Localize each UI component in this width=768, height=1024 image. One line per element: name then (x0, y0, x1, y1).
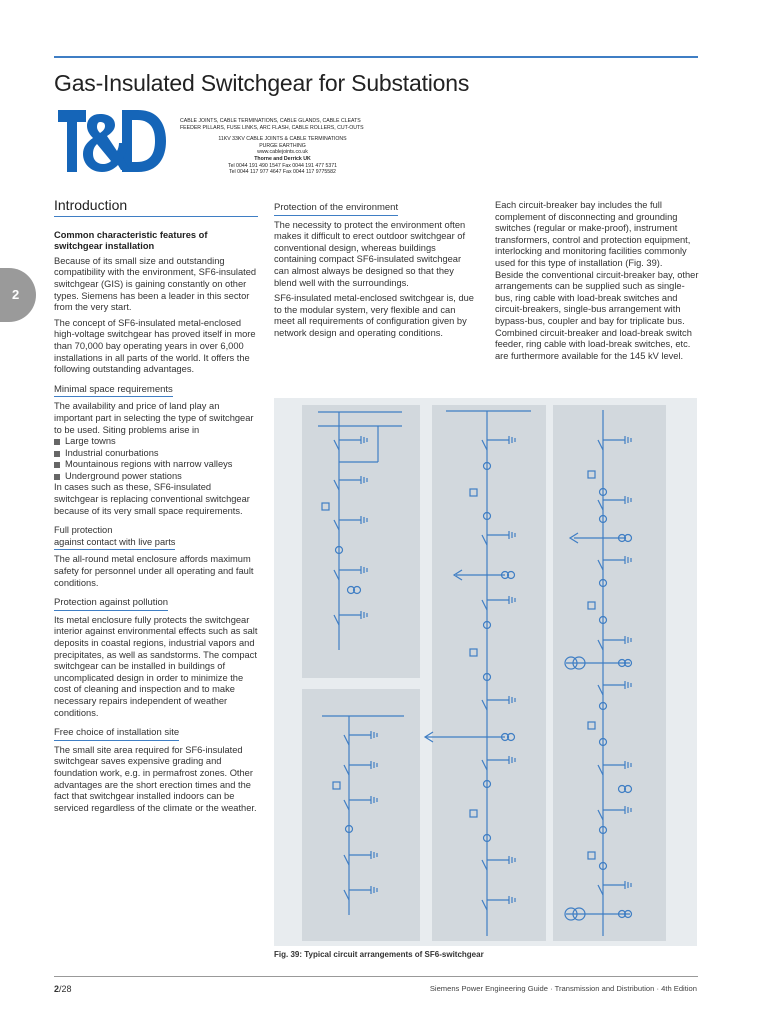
bay-paragraph-2: Beside the conventional circuit-breaker bay, other arrangements can be supplied such as single-bus, ring cable with load-break switches and circuit-breakers, single-bus arrangement with bypass-bus, coupler and bay for triplicate bus. Combined circuit-breaker and load-break switch feeder, ring cable with load-break switches, etc. are furthermore available for the 145 kV level. (495, 269, 699, 361)
site-paragraph: The small site area required for SF6-insulated switchgear saves expensive grading and foundation work, e.g. in permafrost zones. Other advantages are the short erection times and the fact that switchgear installed indoors can be serviced regardless of the climate or the weather. (54, 744, 257, 813)
environment-paragraph-1: The necessity to protect the environment often makes it difficult to erect outdoor switchgear of conventional design, whereas buildings containing compact SF6-insulated switchgear can almost always be designed so that they blend well with the surroundings. (274, 219, 466, 288)
protection-heading-line-2: against contact with live parts (54, 536, 176, 547)
page-title: Gas-Insulated Switchgear for Substations (54, 70, 470, 96)
switch-symbol (344, 800, 349, 810)
ad-line-2: FEEDER PILLARS, FUSE LINKS, ARC FLASH, CABLE ROLLERS, CUT-OUTS (180, 124, 364, 131)
bay-paragraph-1: Each circuit-breaker bay includes the full complement of disconnecting and grounding switches (regular or make-proof), instrument transformers, control and protection equipment, interlocking and monitoring facilities commonly used for this type of installation (Fig. 39). (495, 200, 691, 268)
ad-line-6: Thorne and Derrick UK (254, 155, 311, 162)
switch-symbol (598, 765, 603, 775)
section-heading-pollution: Protection against pollution (54, 597, 168, 611)
switch-symbol (482, 440, 487, 450)
switch-symbol (598, 500, 603, 510)
ad-line-1: CABLE JOINTS, CABLE TERMINATIONS, CABLE GLANDS, CABLE CLEATS (180, 118, 361, 124)
switch-symbol (344, 765, 349, 775)
switch-symbol (334, 615, 339, 625)
section-heading-space: Minimal space requirements (54, 384, 173, 398)
list-item: Mountainous regions with narrow valleys (54, 459, 258, 471)
pollution-paragraph: Its metal enclosure fully protects the switchgear interior against environmental effects such as salt deposits in coastal regions, industrial vapors and precipitates, as well as sandstorms. The compact switchgear can be installed in buildings of uncomplicated design in order to minimize the cost of cleaning and inspection and to make necessary repairs independent of weather conditions. (54, 614, 258, 718)
ad-line-5[interactable]: www.cablejoints.co.uk (257, 149, 308, 156)
environment-paragraph-2: SF6-insulated metal-enclosed switchgear is, due to the modular system, very flexible and can meet all requirements of configuration given by network design and operating conditions. (274, 293, 474, 338)
switch-symbol (334, 570, 339, 580)
switch-symbol (482, 600, 487, 610)
switch-symbol (598, 885, 603, 895)
switch-symbol (482, 700, 487, 710)
switch-symbol (598, 810, 603, 820)
switch-symbol (334, 520, 339, 530)
ring-cable-diagram (322, 716, 404, 915)
ad-line-7: Tel 0044 191 490 1547 Fax 0044 191 477 5371 (227, 162, 338, 169)
bypass-bus-diagram (426, 411, 531, 936)
ad-line-8: Tel 0044 117 977 4647 Fax 0044 117 9775582 (229, 169, 336, 176)
intro-paragraph-2: The concept of SF6-insulated metal-enclosed high-voltage switchgear has proved itself in more than 70,000 bay operating years in over 6,000 installations in all parts of the world. It offers the following outstanding advantages. (54, 317, 256, 375)
ad-line-3: 11KV 33KV CABLE JOINTS & CABLE TERMINATIONS (218, 136, 347, 143)
ad-line-4: PURGE EARTHING (259, 142, 306, 149)
chapter-tab-number: 2 (12, 287, 20, 302)
switch-symbol (344, 890, 349, 900)
environment-heading: Protection of the environment (274, 202, 398, 216)
list-item: Underground power stations (54, 471, 258, 483)
intro-paragraph-1: Because of its small size and outstanding compatibility with the environment, SF6-insulated switchgear (GIS) is gaining constantly on other types. Siemens has been a leader in this sector from the very start. (54, 255, 257, 313)
space-paragraph: The availability and price of land play an important part in selecting the type of switchgear to be used. Siting problems arise in (54, 401, 254, 435)
section-heading-site: Free choice of installation site (54, 727, 179, 741)
protection-paragraph: The all-round metal enclosure affords maximum safety for personnel under all operating and fault conditions. (54, 554, 254, 588)
switch-symbol (344, 855, 349, 865)
protection-heading-line-1: Full protection (54, 525, 113, 536)
list-item: Large towns (54, 436, 258, 448)
switch-symbol (344, 735, 349, 745)
switch-symbol (482, 760, 487, 770)
switch-symbol (482, 900, 487, 910)
footer-publication: Siemens Power Engineering Guide · Transmission and Distribution · 4th Edition (429, 984, 697, 993)
switch-symbol (482, 535, 487, 545)
triplicate-bus-diagram (565, 410, 632, 936)
switch-symbol (334, 440, 339, 450)
page-number-total: /28 (59, 984, 72, 994)
page-number (54, 984, 72, 994)
switch-symbol (598, 640, 603, 650)
switch-symbol (598, 560, 603, 570)
page-number-current: 2 (54, 984, 60, 994)
space-paragraph-2: In cases such as these, SF6-insulated switchgear is replacing conventional switchgear because of its very small space requirements. (54, 482, 250, 516)
footer-rule (54, 976, 698, 977)
intro-heading: Introduction (54, 200, 258, 217)
switch-symbol (334, 480, 339, 490)
figure-caption: Fig. 39: Typical circuit arrangements of SF6-switchgear (274, 950, 484, 959)
switch-symbol (598, 440, 603, 450)
intro-subheading: Common characteristic features of switchgear installation (54, 229, 208, 252)
list-item: Industrial conurbations (54, 448, 258, 460)
switch-symbol (598, 685, 603, 695)
switch-symbol (482, 860, 487, 870)
single-bus-diagram (318, 412, 402, 650)
